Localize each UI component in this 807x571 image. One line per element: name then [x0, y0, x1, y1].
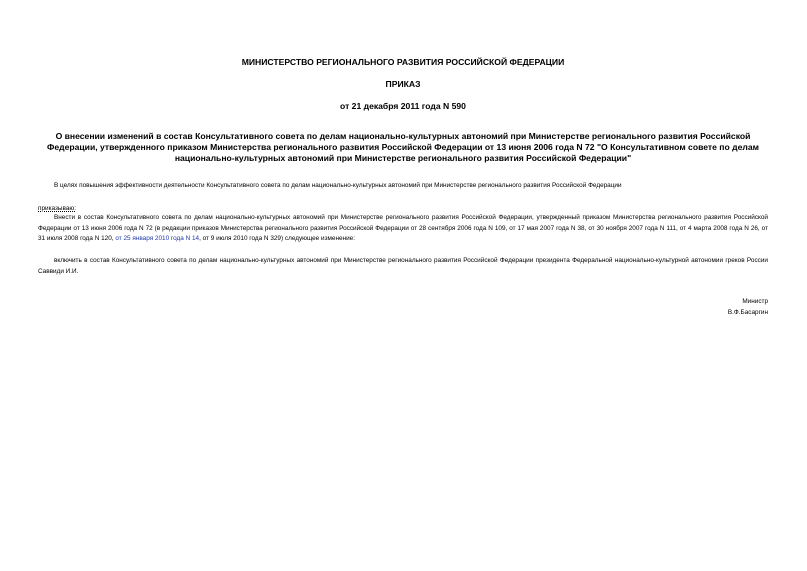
item-1-paragraph — [38, 213, 768, 245]
document-date-number: от 21 декабря 2011 года N 590 — [340, 101, 466, 111]
order-word-text: приказываю: — [38, 205, 76, 212]
ministry-heading: МИНИСТЕРСТВО РЕГИОНАЛЬНОГО РАЗВИТИЯ РОССИЙСКОЙ ФЕДЕРАЦИИ — [241, 57, 565, 67]
amendment-link[interactable]: от 25 января 2010 года N 14 — [115, 235, 200, 243]
item-2-paragraph: включить в состав Консультативного совета по делам национально-культурных автономий при Министерстве регионального развития Российской Федерации президента Федеральной национально-культурной автономии греков России Саввиди И.И. — [38, 257, 768, 275]
signature-block — [728, 296, 768, 318]
document-type: ПРИКАЗ — [385, 79, 421, 89]
document-title: О внесении изменений в состав Консультативного совета по делам национально-культурных автономий при Министерстве регионального развития Российской Федерации, утвержденного приказом Министерства регионального развития Российской Федерации от 13 июня 2006 года N 72 "О Консультативном совете по делам национально-культурных автономий при Министерстве регионального развития Российской Федерации" — [47, 131, 759, 163]
item-1-text-start: Внести в состав Консультативного совета по делам национально-культурных автономий при Министерстве регионального развития Российской Федерации, утвержденный приказом Министерства регионального развития Российской Федерации от 13 июня 2006 года N 72 (в редакции приказов Министерства регионального развития Российской Федерации от 28 сентября 2006 года N 109, от 17 мая 2007 года N 38, от 30 ноября 2007 года N 111, от 4 марта 2008 года N 26, от 31 июля 2008 года N 120, — [38, 214, 768, 243]
preamble-paragraph: В целях повышения эффективности деятельности Консультативного совета по делам национально-культурных автономий при Министерстве регионального развития Российской Федерации — [54, 182, 622, 189]
item-1-text-end: , от 9 июля 2010 года N 329) следующее изменение: — [199, 235, 355, 243]
signature-position: Министр — [742, 298, 768, 305]
signature-name: В.Ф.Басаргин — [727, 309, 768, 316]
